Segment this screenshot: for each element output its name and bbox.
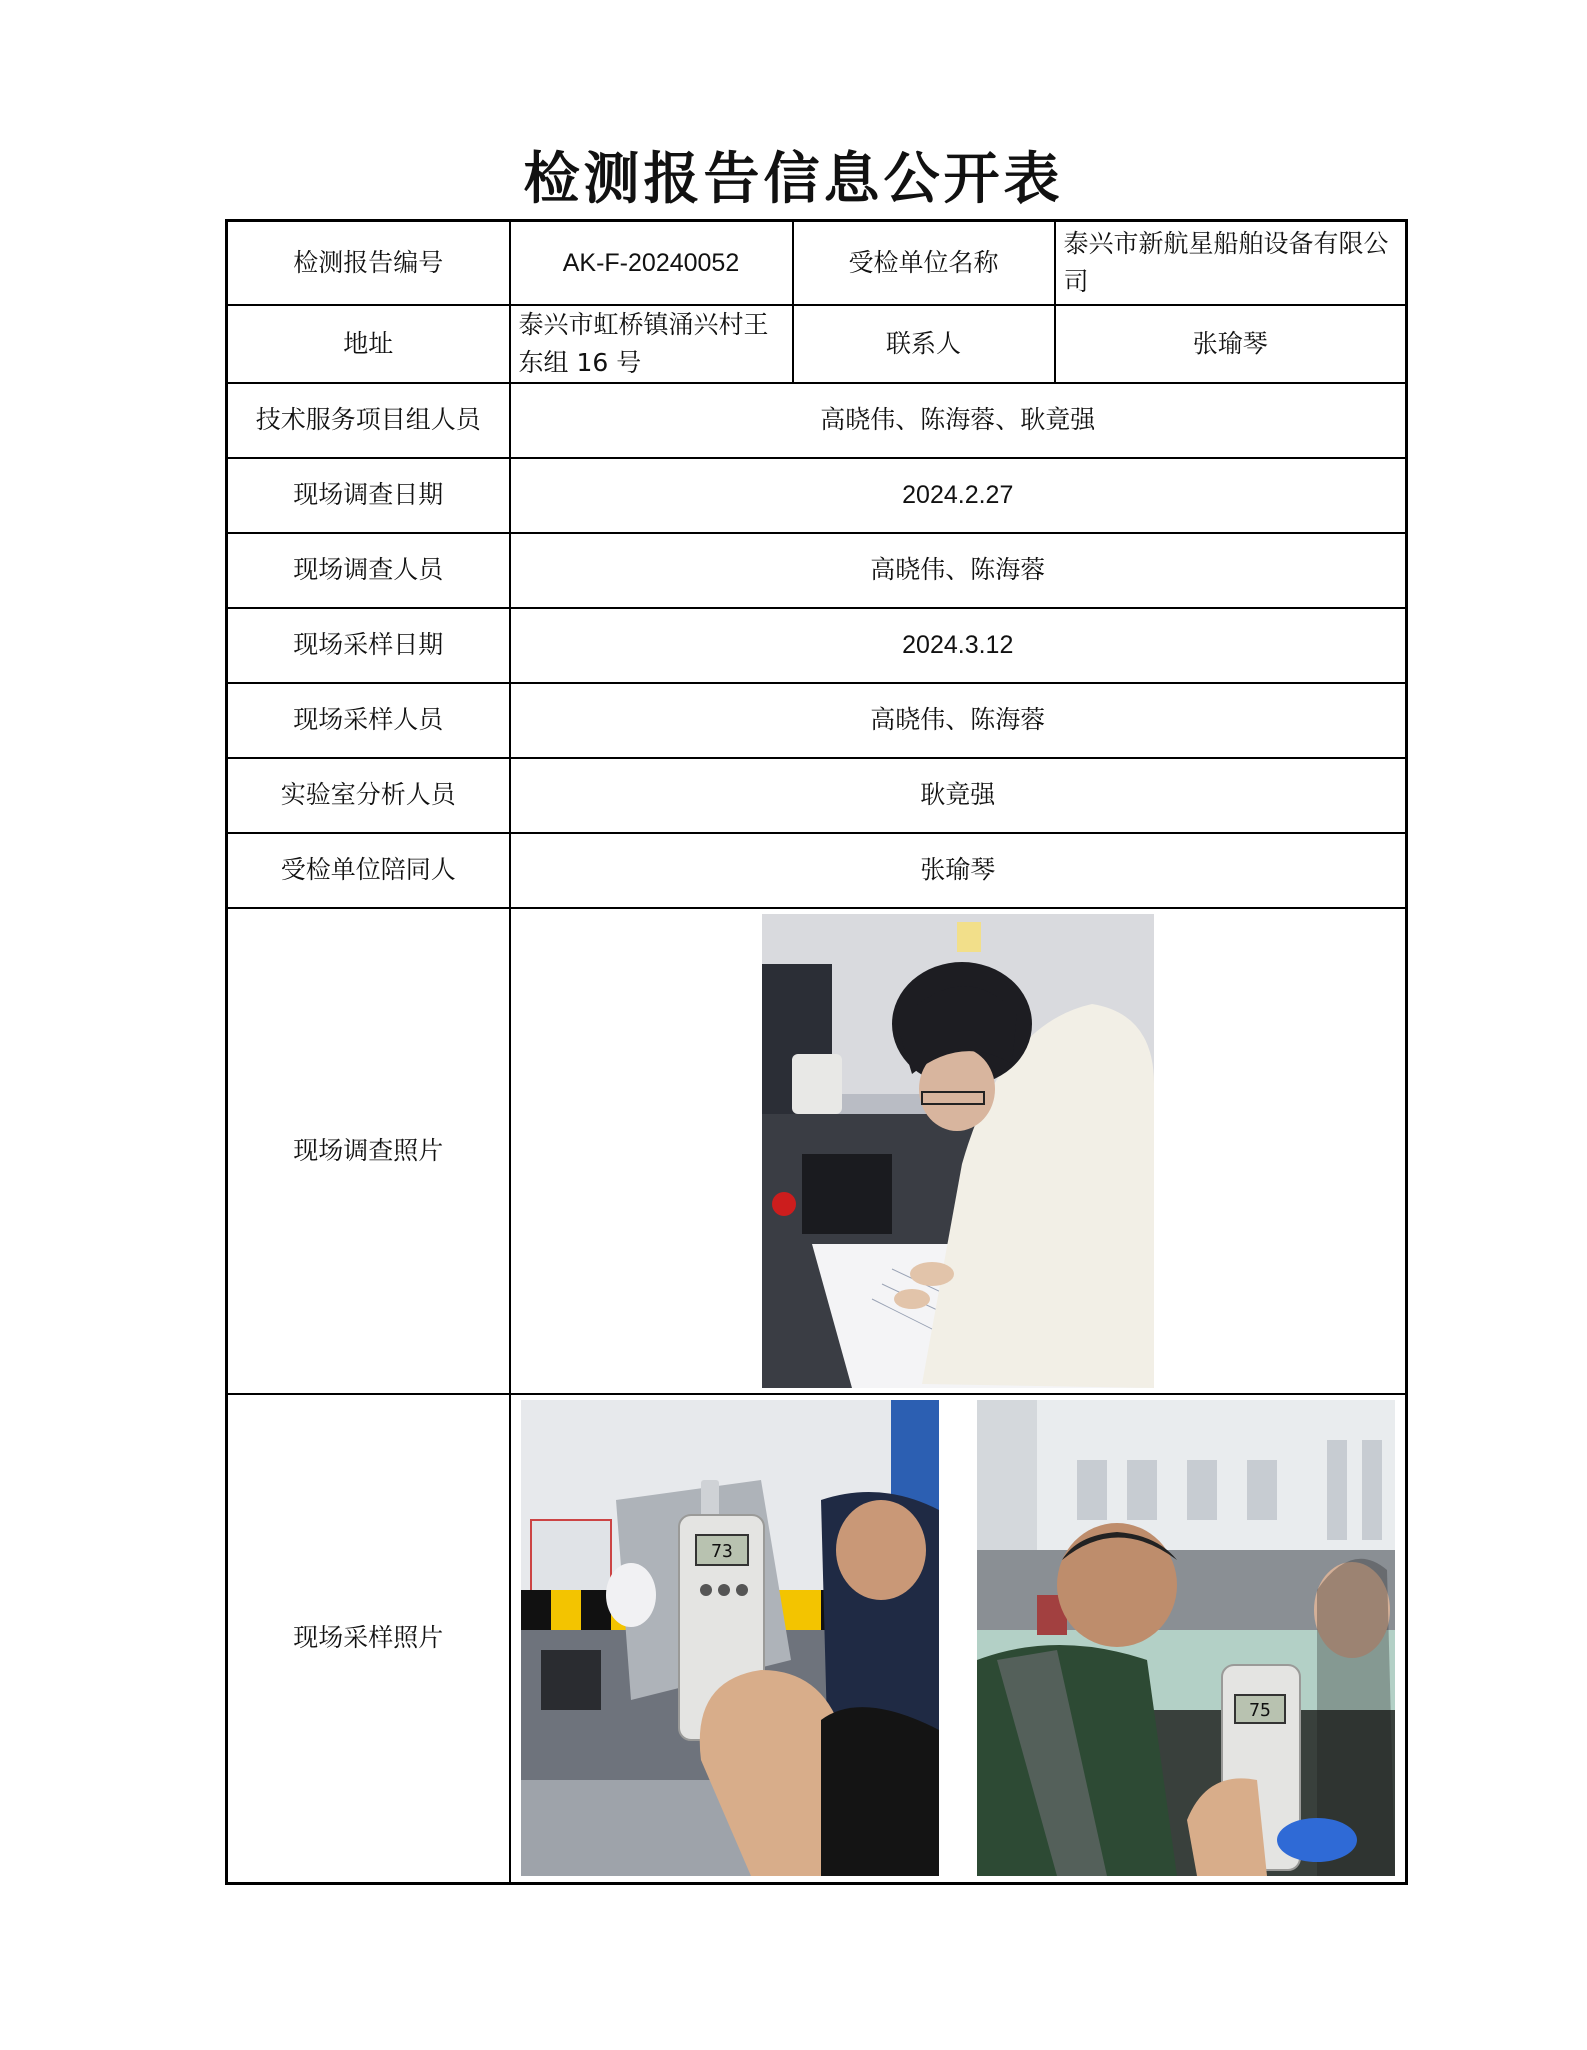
sampling-staff-value: 高晓伟、陈海蓉 <box>510 683 1407 758</box>
report-no-label: 检测报告编号 <box>227 221 510 305</box>
survey-photo-label: 现场调查照片 <box>227 908 510 1394</box>
sampling-photo-2-image <box>977 1400 1395 1876</box>
team-value: 高晓伟、陈海蓉、耿竟强 <box>510 383 1407 458</box>
unit-name-label: 受检单位名称 <box>793 221 1055 305</box>
lab-staff-value: 耿竟强 <box>510 758 1407 833</box>
meter-1-reading: 73 <box>710 1541 733 1563</box>
page-title: 检测报告信息公开表 <box>523 147 1064 212</box>
sampling-date-value: 2024.3.12 <box>510 608 1407 683</box>
survey-date-label: 现场调查日期 <box>227 458 510 533</box>
contact-value: 张瑜琴 <box>1055 305 1407 383</box>
unit-name-value: 泰兴市新航星船舶设备有限公司 <box>1055 221 1407 305</box>
report-no-value: AK-F-20240052 <box>510 221 793 305</box>
address-value: 泰兴市虹桥镇涌兴村王东组 16 号 <box>510 305 793 383</box>
lab-staff-label: 实验室分析人员 <box>227 758 510 833</box>
survey-photo <box>762 914 1154 1388</box>
survey-staff-label: 现场调查人员 <box>227 533 510 608</box>
escort-value: 张瑜琴 <box>510 833 1407 908</box>
report-info-table <box>225 219 1408 1885</box>
contact-label: 联系人 <box>793 305 1055 383</box>
sampling-staff-label: 现场采样人员 <box>227 683 510 758</box>
sampling-photo-1-image <box>521 1400 939 1876</box>
survey-staff-value: 高晓伟、陈海蓉 <box>510 533 1407 608</box>
sampling-photo-1 <box>521 1400 939 1876</box>
survey-date-value: 2024.2.27 <box>510 458 1407 533</box>
meter-2-reading: 75 <box>1249 1700 1271 1722</box>
survey-photo-image <box>762 914 1154 1388</box>
sampling-photo-2 <box>977 1400 1395 1876</box>
team-label: 技术服务项目组人员 <box>227 383 510 458</box>
escort-label: 受检单位陪同人 <box>227 833 510 908</box>
sampling-date-label: 现场采样日期 <box>227 608 510 683</box>
sampling-photo-label: 现场采样照片 <box>227 1394 510 1884</box>
address-label: 地址 <box>227 305 510 383</box>
